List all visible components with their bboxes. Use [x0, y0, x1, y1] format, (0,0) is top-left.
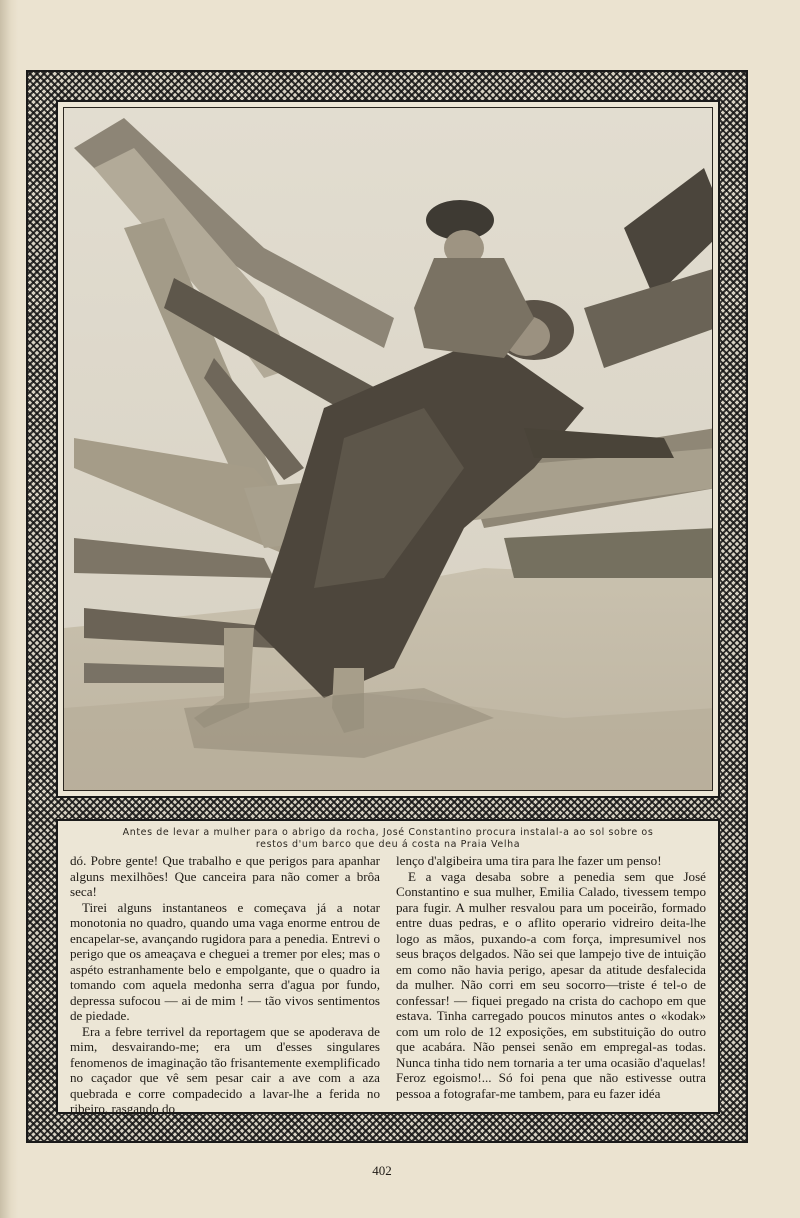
paragraph: lenço d'algibeira uma tira para lhe fazer um penso! — [396, 853, 662, 868]
page-number: 402 — [372, 1163, 392, 1178]
photo-frame — [56, 100, 720, 798]
photograph — [63, 107, 713, 791]
article-right-column — [396, 853, 706, 1117]
photograph-illustration — [64, 108, 713, 791]
paragraph: Era a febre terrivel da reportagem que se apoderava de mim, desvairando-me; era um d'esses singulares fenomenos de imaginação tão frisantemente exemplificado no caçador que vê sem pesar cair a ave com a aza quebrada e corre compadecido a lavar-lhe a ferida no ribeiro, rasgando do — [70, 1023, 380, 1116]
caption-line-1: Antes de levar a mulher para o abrigo da rocha, José Constantino procura instalal-a ao sol sobre os — [122, 827, 654, 838]
article-left-column — [70, 853, 380, 1117]
article-columns — [70, 853, 706, 1117]
paragraph: E a vaga desaba sobre a penedia sem que José Constantino e sua mulher, Emilia Calado, tivessem tempo para fugir. A mulher resvalou para um poceirão, formado entre duas pedras, e o aflito operario vidreiro deita-lhe logo as mãos, puxando-a com força, impresumivel nos seus braços delgados. Não sei que lampejo tive de intuição em como não havia perigo, apesar da atitude desfalecida da mulher. Não corri em seu socorro—triste é tel-o de confessar! — fiquei pregado na crista do cachopo em que estava. Tinha carregado poucos minutos antes o «kodak» com um rolo de 12 exposições, em substituição do outro que acabára. Não pensei senão em empregal-as todas. Nunca tinha tido nem tornaria a ter uma ocasião d'aquelas! Feroz egoismo!... Só foi pena que não estivesse outra pessoa a fotografar-me tambem, para eu fazer idéa — [396, 868, 706, 1101]
paragraph: dó. Pobre gente! Que trabalho e que perigos para apanhar alguns mexilhões! Que canceira para não comer a brôa seca! — [70, 853, 380, 899]
page-edge-shadow — [0, 0, 18, 1218]
paragraph: Tirei alguns instantaneos e começava já a notar monotonia no quadro, quando uma vaga enorme entrou de encapelar-se, avançando rugidora para a penedia. Entrevi o perigo que os ameaçava e cheguei a tremer por eles; mas o aspéto estranhamente belo e empolgante, que o quadro ia tomando com aquela medonha serra d'agua por fundo, depressa sufocou — ai de mim ! — tão vivos sentimentos de piedade. — [70, 899, 380, 1023]
photo-caption — [100, 827, 676, 851]
caption-and-text-panel — [56, 819, 720, 1114]
caption-line-2: restos d'um barco que deu á costa na Praia Velha — [255, 839, 521, 850]
